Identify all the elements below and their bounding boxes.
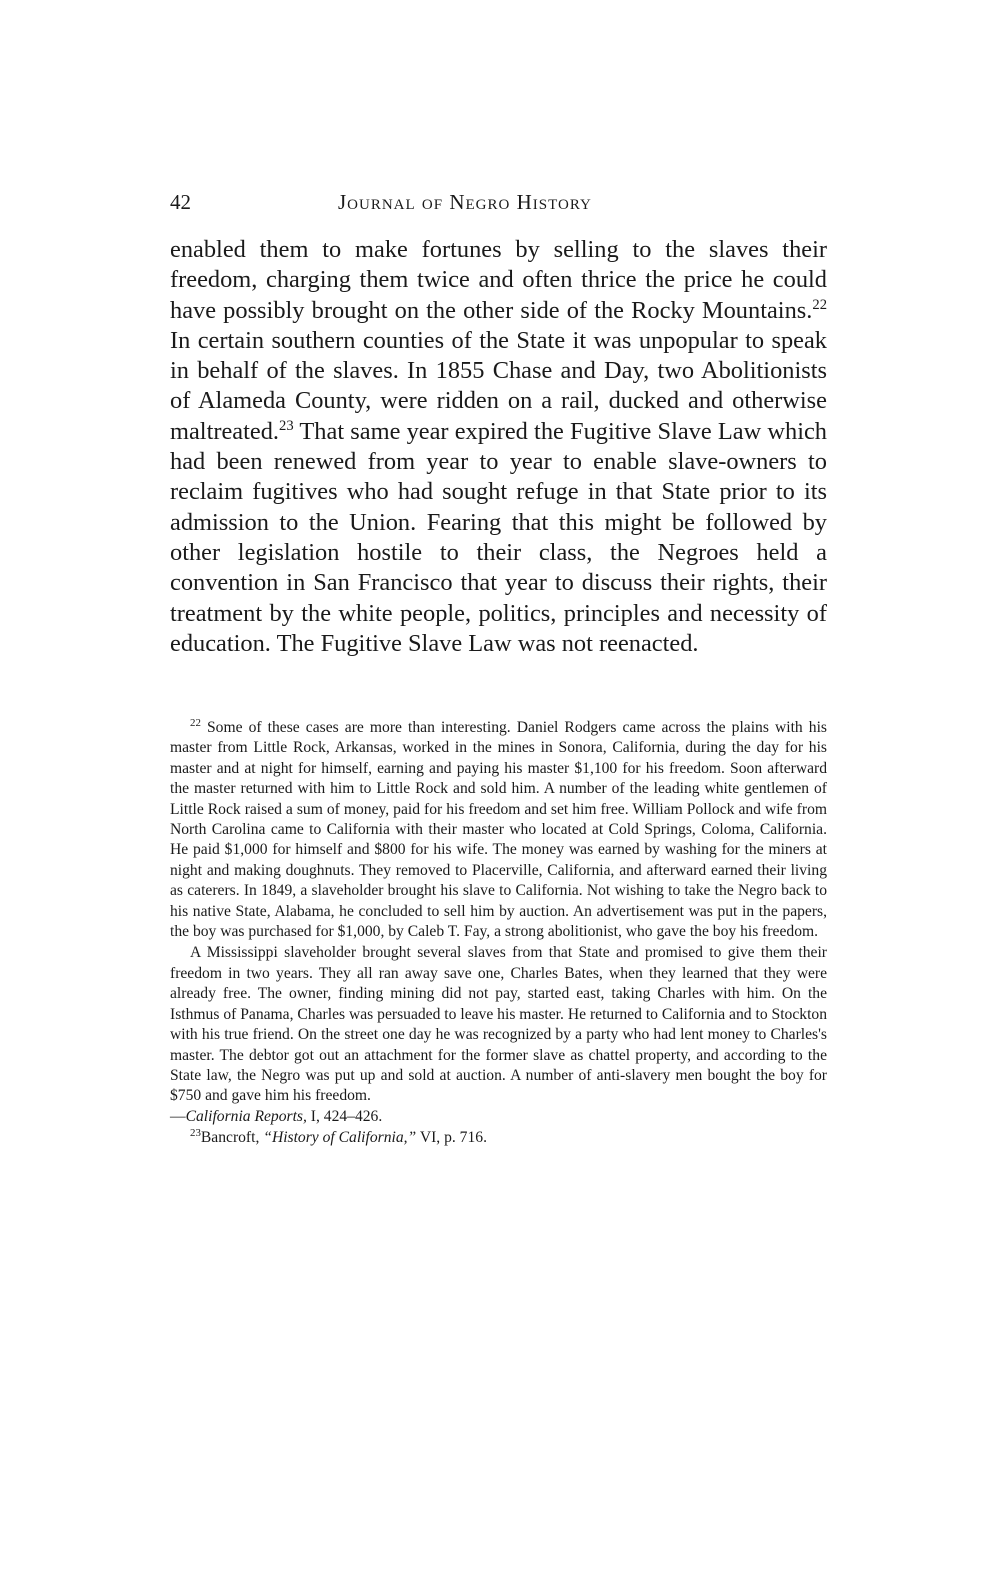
- running-head: [170, 188, 827, 216]
- footnote-23-marker: 23: [190, 1126, 201, 1139]
- footnote-22-source-title: California Reports,: [185, 1107, 307, 1125]
- footnote-23: [170, 1128, 827, 1148]
- footnote-22: [170, 718, 827, 942]
- body-text-part-2: In certain southern counties of the State it was unpopular to speak in behalf of the slaves. In 1855 Chase and Day, two Abolitionists of Alameda County, were ridden on a rail, ducked and otherwise maltreated.: [170, 326, 827, 445]
- footnote-22-continuation: [170, 943, 827, 1127]
- body-paragraph: [170, 235, 827, 659]
- page-number: 42: [170, 190, 191, 214]
- footnote-22-continuation-text: A Mississippi slaveholder brought several slaves from that State and promised to give them their freedom in two years. They all ran away save one, Charles Bates, when they learned that they were already free. The owner, finding mining did not pay, started east, taking Charles with him. On the Isthmus of Panama, Charles was persuaded to leave his master. He returned to California and to Stockton with his true friend. On the street one day he was recognized by a party who had lent money to Charles's master. The debtor got out an attachment for the former slave as chattel property, and according to the State law, the Negro was put up and sold at auction. A number of anti-slavery men bought the boy for $750 and gave him his freedom.: [170, 944, 827, 1105]
- footnote-23-title: “History of California,”: [263, 1129, 417, 1147]
- footnote-22-source-dash: —: [170, 1107, 186, 1125]
- footnote-22-source-rest: I, 424–426.: [306, 1107, 383, 1125]
- footnote-22-text: Some of these cases are more than interesting. Daniel Rodgers came across the plains with his master from Little Rock, Arkansas, worked in the mines in Sonora, California, during the day for his master and at night for himself, earning and paying his master $1,100 for his freedom. Soon afterward the master returned with him to Little Rock and sold him. A number of the leading white gentlemen of Little Rock raised a sum of money, paid for his freedom and set him free. William Pollock and wife from North Carolina came to California with their master who located at Cold Springs, Coloma, California. He paid $1,000 for himself and $800 for his wife. The money was earned by washing for the miners at night and making doughnuts. They removed to Placerville, California, and afterward earned their living as caterers. In 1849, a slaveholder brought his slave to California. Not wishing to take the Negro back to his native State, Alabama, he concluded to sell him by auction. An advertisement was put in the papers, the boy was purchased for $1,000, by Caleb T. Fay, a strong abolitionist, who gave the boy his freedom.: [170, 719, 827, 941]
- footnote-23-rest: VI, p. 716.: [416, 1129, 487, 1147]
- body-text-part-3: That same year expired the Fugitive Slave Law which had been renewed from year to year to enable slave-owners to reclaim fugitives who had sought refuge in that State prior to its admission to the Union. Fearing that this might be followed by other legislation hostile to their class, the Negroes held a convention in San Francisco that year to discuss their rights, their treatment by the white people, politics, principles and necessity of education. The Fugitive Slave Law was not reenacted.: [170, 417, 827, 657]
- footnote-23-author: Bancroft,: [200, 1129, 264, 1147]
- journal-title: Journal of Negro History: [338, 190, 592, 214]
- footnote-ref-22[interactable]: 22: [812, 296, 827, 313]
- body-text-part-1: enabled them to make fortunes by selling to the slaves their freedom, charging them twice and often thrice the price he could have possibly brought on the other side of the Rocky Mountains.: [170, 236, 827, 324]
- footnote-22-marker: 22: [190, 716, 201, 729]
- footnotes-section: [170, 718, 827, 1150]
- footnote-ref-23[interactable]: 23: [279, 417, 294, 434]
